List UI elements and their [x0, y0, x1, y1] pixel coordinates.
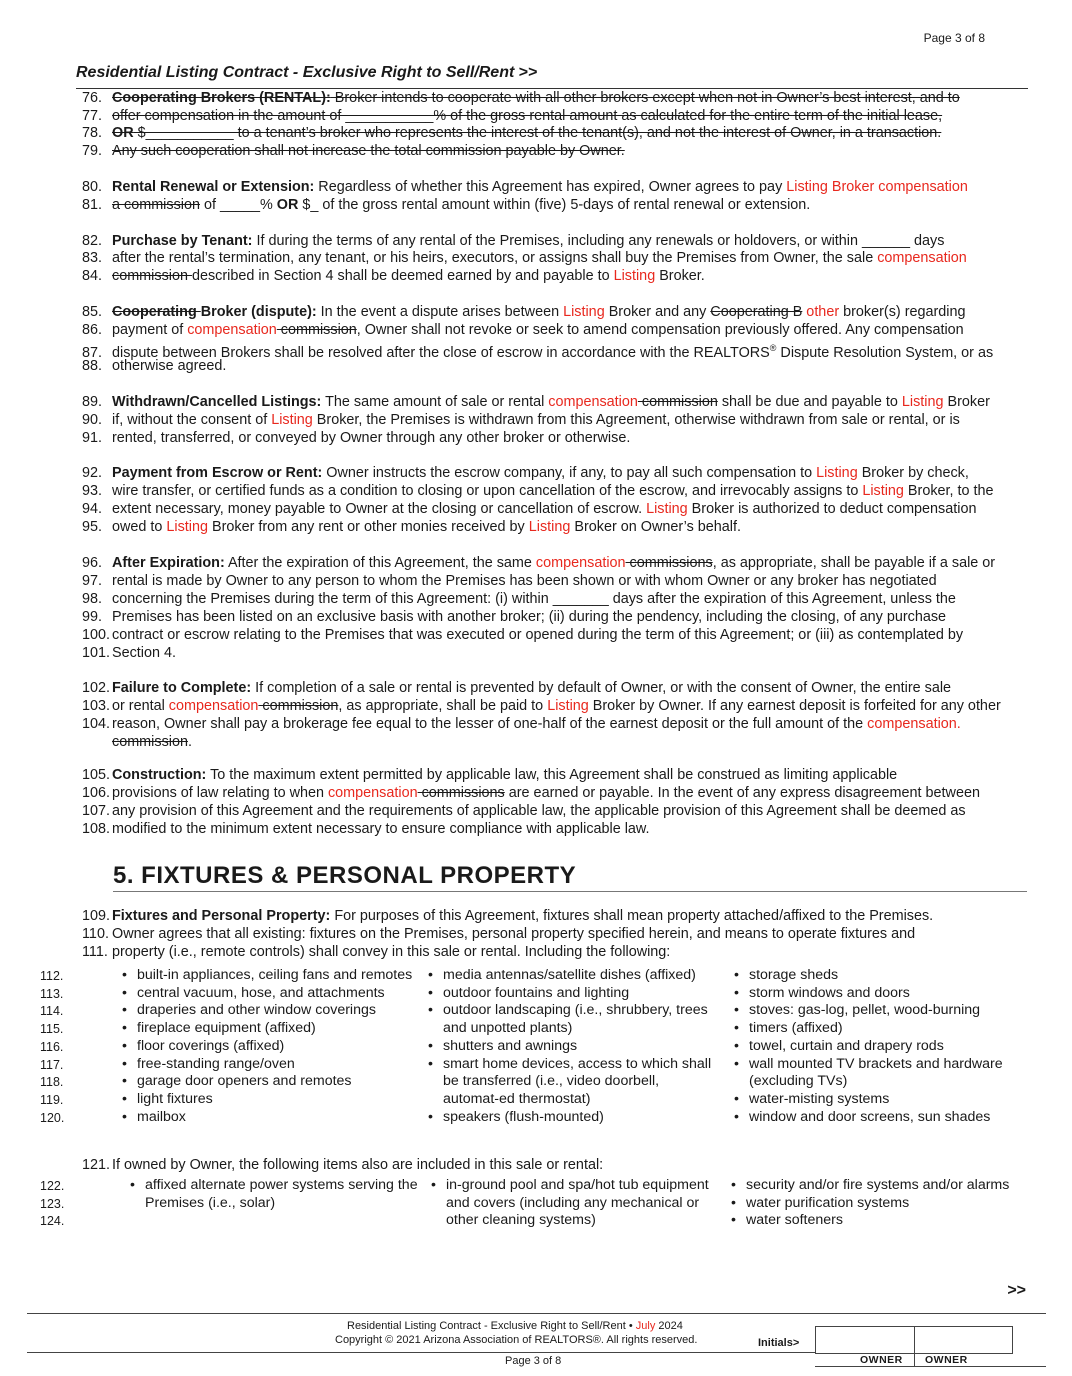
list-item: • free-standing range/oven: [122, 1056, 417, 1074]
list-item: • stoves: gas-log, pellet, wood-burning: [734, 1002, 1034, 1020]
line-108: 108. modified to the minimum extent necessary to ensure compliance with applicable law.: [82, 821, 650, 837]
list-item: • affixed alternate power systems serving the Premises (i.e., solar): [130, 1177, 420, 1212]
fixtures-column-1: [122, 967, 417, 1126]
line-77: 77. offer compensation in the amount of ___________% of the gross rental amount as calculated for the entire term of the initial lease,: [82, 108, 943, 124]
line-103: 103. or rental compensation commission, as appropriate, shall be paid to Listing Broker by Owner. If any earnest deposit is forfeited for any other: [82, 698, 1001, 714]
line-102: 102. Failure to Complete: If completion of a sale or rental is prevented by default of Owner, or with the consent of Owner, the entire sale: [82, 680, 952, 696]
line-104-cont: commission.: [112, 734, 192, 750]
list-item: • window and door screens, sun shades: [734, 1109, 1034, 1127]
fixtures-column-3: [734, 967, 1034, 1126]
initials-divider: [914, 1326, 915, 1366]
line-96: 96. After Expiration: After the expiration of this Agreement, the same compensation commissions, as appropriate, shall be payable if a sale or: [82, 555, 996, 571]
line-106: 106. provisions of law relating to when compensation commissions are earned or payable. In the event of any express disagreement between: [82, 785, 980, 801]
list-item: • light fixtures: [122, 1091, 417, 1109]
list-item: • fireplace equipment (affixed): [122, 1020, 417, 1038]
line-101: 101. Section 4.: [82, 645, 176, 661]
list-item: • storm windows and doors: [734, 985, 1034, 1003]
list-item: • media antennas/satellite dishes (affixed): [428, 967, 723, 985]
line-80: 80. Rental Renewal or Extension: Regardless of whether this Agreement has expired, Owner agrees to pay Listing Broker compensation: [82, 179, 968, 195]
line-109: 109. Fixtures and Personal Property: For purposes of this Agreement, fixtures shall mean property attached/affixed to the Premises.: [82, 908, 934, 924]
owner-rule: [815, 1366, 1046, 1367]
line-88: 88. otherwise agreed.: [82, 358, 227, 374]
line-111: 111. property (i.e., remote controls) shall convey in this sale or rental. Including the following:: [82, 944, 671, 960]
list-item: • security and/or fire systems and/or alarms: [731, 1177, 1041, 1195]
included-column-3: [731, 1177, 1041, 1230]
list-item: • outdoor fountains and lighting: [428, 985, 723, 1003]
line-84: 84. commission described in Section 4 shall be deemed earned by and payable to Listing Broker.: [82, 268, 705, 284]
line-86: 86. payment of compensation commission, Owner shall not revoke or seek to amend compensation previously offered. Any compensation: [82, 322, 964, 338]
section-heading: 5. FIXTURES & PERSONAL PROPERTY: [113, 862, 577, 889]
line-93: 93. wire transfer, or certified funds as a condition to closing or upon cancellation of the escrow, and irrevocably assigns to Listing Broker, to the: [82, 483, 994, 499]
footer-title: Residential Listing Contract - Exclusive Right to Sell/Rent • July 2024: [347, 1320, 683, 1332]
line-90: 90. if, without the consent of Listing Broker, the Premises is withdrawn from this Agreement, otherwise withdrawn from sale or rental, or is: [82, 412, 960, 428]
page-number-top: Page 3 of 8: [923, 31, 985, 45]
next-page-arrow: >>: [1007, 1282, 1026, 1299]
document-title: Residential Listing Contract - Exclusive Right to Sell/Rent >>: [76, 64, 538, 81]
list-item: • storage sheds: [734, 967, 1034, 985]
initials-label: Initials>: [758, 1337, 800, 1349]
line-98: 98. concerning the Premises during the term of this Agreement: (i) within _______ days after the expiration of this Agreement, unless the: [82, 591, 956, 607]
line-110: 110. Owner agrees that all existing: fixtures on the Premises, personal property specified herein, and means to operate fixtures and: [82, 926, 916, 942]
list-item: • in-ground pool and spa/hot tub equipment and covers (including any mechanical or other cleaning systems): [431, 1177, 721, 1230]
owner-initials-label-1: OWNER: [860, 1354, 903, 1366]
line-97: 97. rental is made by Owner to any person to whom the Premises has been shown or with whom Owner or any broker has negotiated: [82, 573, 937, 589]
line-105: 105. Construction: To the maximum extent permitted by applicable law, this Agreement shall be construed as limiting applicable: [82, 767, 898, 783]
footer-rule: [27, 1313, 1046, 1314]
line-83: 83. after the rental’s termination, any tenant, or his heirs, executors, or assigns shall buy the Premises from Owner, the sale compensation: [82, 250, 967, 266]
line-79: 79. Any such cooperation shall not increase the total commission payable by Owner.: [82, 143, 625, 159]
list-item: • central vacuum, hose, and attachments: [122, 985, 417, 1003]
footer-rule-lower: [27, 1352, 815, 1353]
list-item: • water purification systems: [731, 1195, 1041, 1213]
line-107: 107. any provision of this Agreement and the requirements of applicable law, the applicable provision of this Agreement shall be deemed as: [82, 803, 966, 819]
list-item: • water-misting systems: [734, 1091, 1034, 1109]
list-item: • speakers (flush-mounted): [428, 1109, 723, 1127]
line-99: 99. Premises has been listed on an exclusive basis with another broker; (ii) during the pendency, including the closing, of any purchase: [82, 609, 947, 625]
line-78: 78. OR $___________ to a tenant’s broker who represents the interest of the tenant(s), and not the interest of Owner, in a transaction.: [82, 125, 942, 141]
included-column-2: [431, 1177, 721, 1230]
list-item: • built-in appliances, ceiling fans and remotes: [122, 967, 417, 985]
list-item: • outdoor landscaping (i.e., shrubbery, trees and unpotted plants): [428, 1002, 708, 1037]
owner-initials-label-2: OWNER: [925, 1354, 968, 1366]
list-item: • timers (affixed): [734, 1020, 1034, 1038]
list-item: • shutters and awnings: [428, 1038, 723, 1056]
fixtures-column-2: [428, 967, 723, 1126]
list-item: • mailbox: [122, 1109, 417, 1127]
line-121: 121. If owned by Owner, the following items also are included in this sale or rental:: [82, 1157, 604, 1173]
list-item: • towel, curtain and drapery rods: [734, 1038, 1034, 1056]
section-rule: [113, 891, 1027, 892]
list-item: • smart home devices, access to which shall be transferred (i.e., video doorbell, automat-ed thermostat): [428, 1056, 718, 1109]
footer-copyright: Copyright © 2021 Arizona Association of REALTORS®. All rights reserved.: [335, 1334, 698, 1346]
line-81: 81. a commission of _____% OR $_ of the gross rental amount within (five) 5-days of rental renewal or extension.: [82, 197, 811, 213]
list-item: • draperies and other window coverings: [122, 1002, 417, 1020]
line-100: 100. contract or escrow relating to the Premises that was executed or opened during the term of this Agreement; or (iii) as contemplated by: [82, 627, 964, 643]
line-92: 92. Payment from Escrow or Rent: Owner instructs the escrow company, if any, to pay all such compensation to Listing Broker by check,: [82, 465, 969, 481]
list-item: • wall mounted TV brackets and hardware (excluding TVs): [734, 1056, 1019, 1091]
line-76: 76. Cooperating Brokers (RENTAL): Broker intends to cooperate with all other brokers except when not in Owner’s best interest, and to: [82, 90, 960, 106]
line-82: 82. Purchase by Tenant: If during the terms of any rental of the Premises, including any renewals or holdovers, or within ______ days: [82, 233, 945, 249]
page-number-bottom: Page 3 of 8: [505, 1355, 562, 1367]
list-line-numbers: 112. 113. 114. 115. 116. 117. 118. 119. 120.: [40, 969, 65, 1125]
included-column-1: [130, 1177, 420, 1212]
list2-line-numbers: 122. 123. 124.: [40, 1179, 65, 1229]
line-87: 87. dispute between Brokers shall be resolved after the close of escrow in accordance with the REALTORS® Dispute Resolution System, or as: [82, 343, 994, 361]
line-104: 104. reason, Owner shall pay a brokerage fee equal to the lesser of one-half of the earnest deposit or the full amount of the compensation.: [82, 716, 961, 732]
list-item: • floor coverings (affixed): [122, 1038, 417, 1056]
line-89: 89. Withdrawn/Cancelled Listings: The same amount of sale or rental compensation commission shall be due and payable to Listing Broker: [82, 394, 990, 410]
list-item: • water softeners: [731, 1212, 1041, 1230]
line-94: 94. extent necessary, money payable to Owner at the closing or cancellation of escrow. Listing Broker is authorized to deduct compensation: [82, 501, 977, 517]
line-85: 85. Cooperating Broker (dispute): In the event a dispute arises between Listing Broker and any Cooperating B other broker(s) regarding: [82, 304, 966, 320]
line-95: 95. owed to Listing Broker from any rent or other monies received by Listing Broker on Owner’s behalf.: [82, 519, 742, 535]
list-item: • garage door openers and remotes: [122, 1073, 417, 1091]
line-91: 91. rented, transferred, or conveyed by Owner through any other broker or otherwise.: [82, 430, 631, 446]
